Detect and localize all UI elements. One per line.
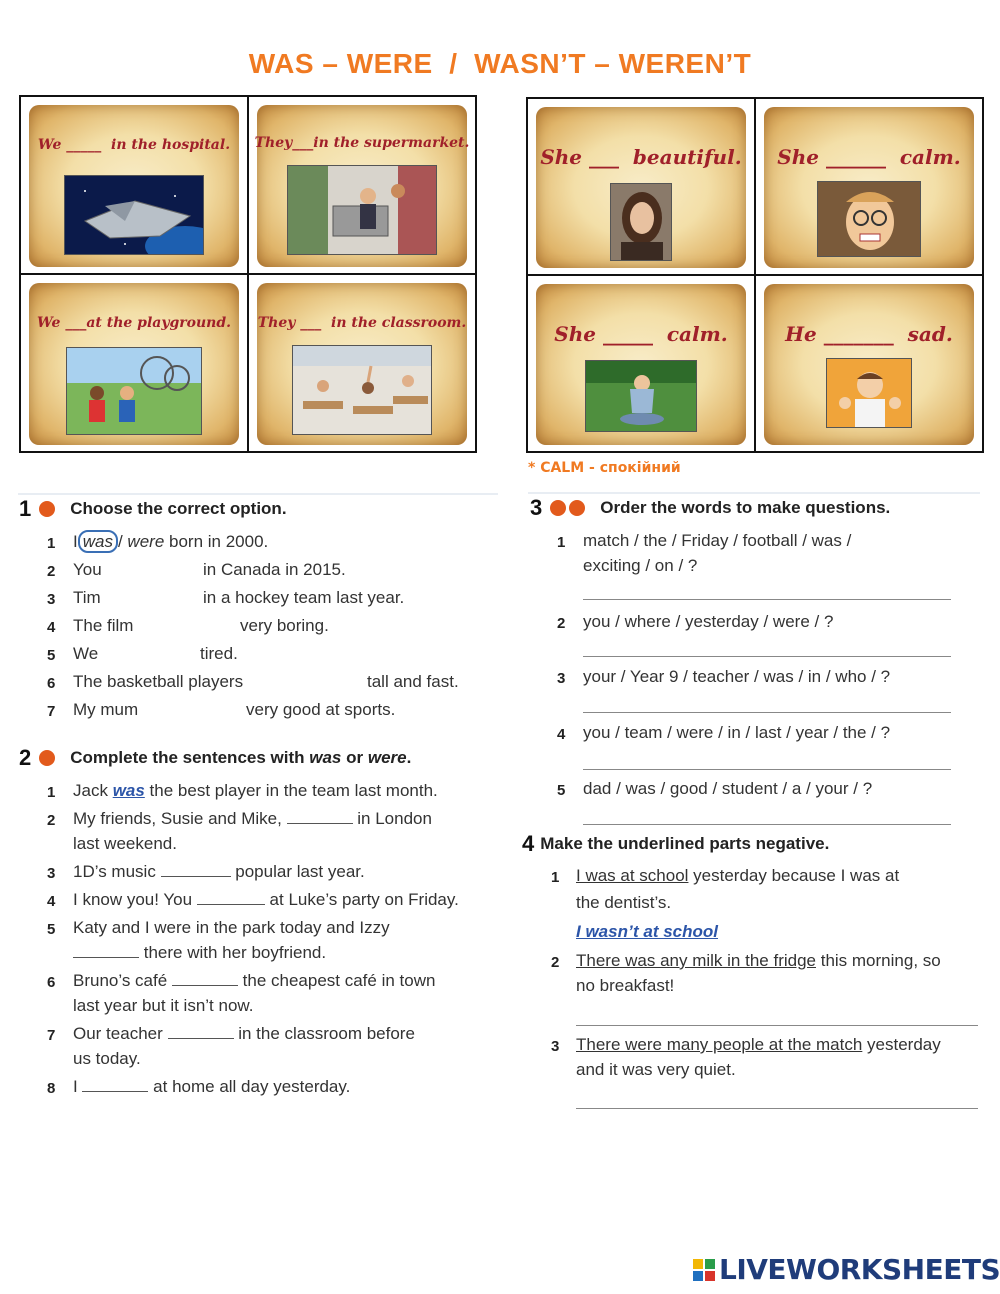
item-continuation: no breakfast! xyxy=(576,976,675,995)
logo-text: LIVEWORKSHEETS xyxy=(719,1253,1000,1286)
card-sentence: She _____ calm. xyxy=(554,322,728,346)
card-sentence: She ______ calm. xyxy=(777,145,961,169)
item-subject: Tim xyxy=(73,588,101,607)
item-continuation: the dentist’s. xyxy=(576,893,672,912)
item-number: 3 xyxy=(551,1038,560,1055)
item-subject: The basketball players xyxy=(73,672,244,691)
picture-grid-left xyxy=(19,95,477,453)
exercise-1-heading xyxy=(19,496,287,522)
angry-girl-image xyxy=(817,181,921,257)
underlined-part: There were many people at the match xyxy=(576,1035,863,1054)
exercise-2-item: My friends, Susie and Mike, in London xyxy=(73,809,432,828)
item-number: 7 xyxy=(47,703,56,720)
answer-line[interactable] xyxy=(576,1108,978,1109)
classroom-image xyxy=(292,345,432,435)
item-number: 2 xyxy=(551,954,560,971)
picture-card xyxy=(528,276,754,451)
item-number: 4 xyxy=(557,726,566,743)
card-sentence: He _______ sad. xyxy=(785,322,953,346)
underlined-part: I was at school xyxy=(576,866,689,885)
exercise-number: 3 xyxy=(530,495,543,520)
meditating-girl-image xyxy=(585,360,697,432)
item-continuation: and it was very quiet. xyxy=(576,1060,736,1079)
item-continuation: last weekend. xyxy=(73,834,177,853)
item-number: 6 xyxy=(47,974,56,991)
answer-line[interactable] xyxy=(583,712,951,713)
answer-blank[interactable] xyxy=(197,891,265,905)
picture-card xyxy=(249,97,475,273)
exercise-4-heading xyxy=(522,831,829,857)
item-rest: tired. xyxy=(200,644,238,663)
exercise-2-heading xyxy=(19,745,411,771)
item-number: 2 xyxy=(47,812,56,829)
exercise-2-item: Our teacher in the classroom before xyxy=(73,1024,415,1043)
item-number: 6 xyxy=(47,675,56,692)
item-number: 3 xyxy=(557,670,566,687)
example-answer: I wasn’t at school xyxy=(576,922,719,941)
answer-line[interactable] xyxy=(576,1025,978,1026)
exercise-3-heading xyxy=(530,495,890,521)
answer-line[interactable] xyxy=(583,656,951,657)
item-number: 3 xyxy=(47,591,56,608)
difficulty-dot-icon xyxy=(569,500,585,516)
exercise-4-item: I was at school yesterday because I was at xyxy=(576,866,900,885)
item-number: 2 xyxy=(557,615,566,632)
item-number: 4 xyxy=(47,619,56,636)
item-rest: tall and fast. xyxy=(367,672,459,691)
option-were[interactable]: were xyxy=(127,532,165,551)
woman-image xyxy=(610,183,672,261)
item-number: 8 xyxy=(47,1080,56,1097)
answer-blank[interactable] xyxy=(161,863,231,877)
card-sentence: They___in the supermarket. xyxy=(254,135,470,151)
exercise-instruction: Make the underlined parts negative. xyxy=(540,834,830,853)
item-number: 5 xyxy=(47,647,56,664)
item-continuation: us today. xyxy=(73,1049,141,1068)
picture-card xyxy=(249,275,475,451)
picture-card xyxy=(756,99,982,274)
playground-image xyxy=(66,347,202,435)
item-number: 2 xyxy=(47,563,56,580)
answer-blank[interactable] xyxy=(168,1025,234,1039)
exercise-2-item: 1D’s music popular last year. xyxy=(73,862,365,881)
item-number: 1 xyxy=(557,534,566,551)
exercise-2-item: Bruno’s café the cheapest café in town xyxy=(73,971,436,990)
exercise-2-item: I know you! You at Luke’s party on Friday. xyxy=(73,890,459,909)
item-number: 7 xyxy=(47,1027,56,1044)
exercise-instruction: Complete the sentences with was or were. xyxy=(70,748,412,767)
answer-line[interactable] xyxy=(583,599,951,600)
item-subject: My mum xyxy=(73,700,139,719)
exercise-number: 1 xyxy=(19,496,32,521)
worksheet-title: WAS – WERE / WASN’T – WEREN’T xyxy=(248,48,752,79)
item-rest: very good at sports. xyxy=(246,700,396,719)
exercise-2-item: Jack was the best player in the team last month. xyxy=(73,781,438,800)
spaceship-image xyxy=(64,175,204,255)
exercise-1-item: I was / were born in 2000. xyxy=(73,532,269,551)
item-continuation: exciting / on / ? xyxy=(583,556,698,575)
item-number: 5 xyxy=(47,921,56,938)
answer-blank[interactable] xyxy=(287,810,353,824)
item-continuation: there with her boyfriend. xyxy=(73,943,326,963)
exercise-3-item: you / team / were / in / last / year / the / ? xyxy=(583,723,891,742)
card-sentence: She ___ beautiful. xyxy=(540,145,742,169)
exercise-instruction: Choose the correct option. xyxy=(70,499,287,518)
exercise-number: 4 xyxy=(522,831,535,856)
item-number: 1 xyxy=(47,535,56,552)
card-sentence: We _____ in the hospital. xyxy=(37,137,231,153)
exercise-3-item: dad / was / good / student / a / your / ? xyxy=(583,779,873,798)
exercise-number: 2 xyxy=(19,745,32,770)
boy-thumbs-up-image xyxy=(826,358,912,428)
item-subject: The film xyxy=(73,616,134,635)
card-sentence: We ___at the playground. xyxy=(36,315,232,331)
item-continuation: last year but it isn’t now. xyxy=(73,996,254,1015)
answer-line[interactable] xyxy=(583,769,951,770)
difficulty-dot-icon xyxy=(39,501,55,517)
card-sentence: They ___ in the classroom. xyxy=(257,315,467,331)
exercise-4-item: There were many people at the match yesterday xyxy=(576,1035,941,1054)
exercise-2-item: Katy and I were in the park today and Izzy xyxy=(73,918,390,937)
item-number: 1 xyxy=(551,869,560,886)
answer-line[interactable] xyxy=(583,824,951,825)
supermarket-image xyxy=(287,165,437,255)
exercise-4-item: There was any milk in the fridge this morning, so xyxy=(576,951,941,970)
logo-icon xyxy=(693,1259,715,1281)
exercise-3-item: you / where / yesterday / were / ? xyxy=(583,612,834,631)
answer-blank[interactable] xyxy=(82,1078,148,1092)
vocabulary-note: * CALM - спокійний xyxy=(528,460,681,476)
exercise-instruction: Order the words to make questions. xyxy=(600,498,891,517)
exercise-3-item: your / Year 9 / teacher / was / in / who / ? xyxy=(583,667,891,686)
item-number: 5 xyxy=(557,782,566,799)
item-subject: You xyxy=(73,560,102,579)
item-number: 3 xyxy=(47,865,56,882)
answer-blank[interactable] xyxy=(172,972,238,986)
picture-grid-right xyxy=(526,97,984,453)
item-subject: We xyxy=(73,644,99,663)
exercise-2-item: I at home all day yesterday. xyxy=(73,1077,351,1096)
picture-card xyxy=(528,99,754,274)
item-number: 1 xyxy=(47,784,56,801)
difficulty-dot-icon xyxy=(39,750,55,766)
option-was[interactable]: was xyxy=(78,530,118,553)
exercise-3-item: match / the / Friday / football / was / xyxy=(583,531,852,550)
underlined-part: There was any milk in the fridge xyxy=(576,951,816,970)
example-answer: was xyxy=(112,781,145,800)
picture-card xyxy=(21,97,247,273)
item-rest: in Canada in 2015. xyxy=(203,560,346,579)
picture-card xyxy=(756,276,982,451)
answer-blank[interactable] xyxy=(73,944,139,958)
item-number: 4 xyxy=(47,893,56,910)
picture-card xyxy=(21,275,247,451)
item-rest: very boring. xyxy=(240,616,329,635)
liveworksheets-logo[interactable] xyxy=(693,1253,1000,1286)
difficulty-dot-icon xyxy=(550,500,566,516)
item-rest: in a hockey team last year. xyxy=(203,588,405,607)
